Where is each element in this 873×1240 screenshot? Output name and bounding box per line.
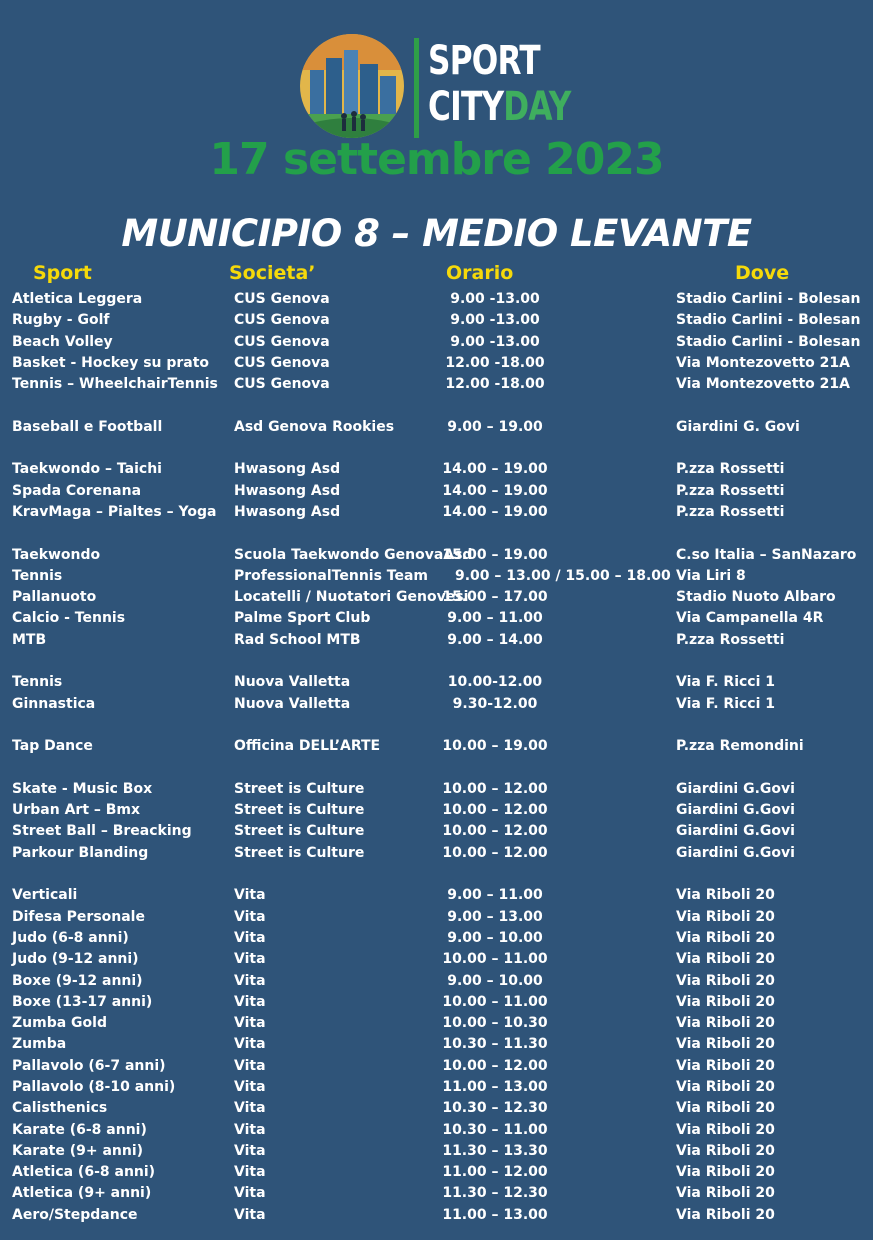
sport-cell: Boxe (9-12 anni) [12,972,143,989]
dove-cell: C.so Italia – SanNazaro [676,546,857,563]
societa-cell: Hwasong Asd [234,482,341,499]
row-spacer [0,523,873,544]
sport-cell: Spada Corenana [12,482,142,499]
orario-cell: 9.30-12.00 [452,695,538,712]
orario-cell: 9.00 – 11.00 [447,610,543,627]
orario-cell: 10.30 – 11.00 [442,1121,548,1138]
orario-cell: 10.00 – 12.00 [442,780,548,797]
dove-cell: Via Riboli 20 [676,1206,775,1223]
orario-cell: 10.00 – 12.00 [442,844,548,861]
societa-cell: Street is Culture [234,780,365,797]
dove-cell: Stadio Carlini - Bolesan [676,333,861,350]
sport-cell: Baseball e Football [12,418,163,435]
table-row [0,928,873,949]
dove-cell: Via Riboli 20 [676,1185,775,1202]
dove-cell: Via Riboli 20 [676,1015,775,1032]
orario-cell: 10.00 – 12.00 [442,823,548,840]
orario-cell: 14.00 – 19.00 [442,461,548,478]
table-row [0,332,873,353]
sport-cell: Calisthenics [12,1100,108,1117]
orario-cell: 15.00 – 17.00 [442,589,548,606]
table-row [0,289,873,310]
societa-cell: Vita [234,993,266,1010]
orario-cell: 9.00 -13.00 [450,312,540,329]
table-row [0,949,873,970]
sport-cell: Karate (6-8 anni) [12,1121,147,1138]
table-row [0,481,873,502]
logo-day: DAY [503,84,571,130]
sport-cell: Skate - Music Box [12,780,153,797]
row-spacer [0,715,873,736]
table-row [0,353,873,374]
row-spacer [0,438,873,459]
societa-cell: Nuova Valletta [234,695,351,712]
schedule-table [0,289,873,1226]
orario-cell: 10.00 – 12.00 [442,1057,548,1074]
societa-cell: Vita [234,908,266,925]
sport-cell: Beach Volley [12,333,113,350]
orario-cell: 9.00 – 11.00 [447,887,543,904]
sport-cell: Judo (9-12 anni) [12,951,139,968]
societa-cell: Nuova Valletta [234,674,351,691]
societa-cell: Vita [234,887,266,904]
sport-cell: Karate (9+ anni) [12,1142,144,1159]
dove-cell: Giardini G.Govi [676,844,795,861]
table-row [0,843,873,864]
societa-cell: ProfessionalTennis Team [234,567,429,584]
table-row [0,417,873,438]
orario-cell: 9.00 – 13.00 / 15.00 – 18.00 [455,567,671,584]
dove-cell: Giardini G. Govi [676,418,800,435]
orario-cell: 14.00 – 19.00 [442,503,548,520]
table-row [0,1077,873,1098]
orario-cell: 10.00 – 19.00 [442,738,548,755]
societa-cell: Vita [234,1015,266,1032]
societa-cell: Hwasong Asd [234,461,341,478]
societa-cell: CUS Genova [234,333,330,350]
societa-cell: CUS Genova [234,291,330,307]
orario-cell: 10.30 – 11.30 [442,1036,548,1053]
sport-cell: Ginnastica [12,695,96,712]
dove-cell: Giardini G.Govi [676,802,795,819]
header-dove: Dove [735,262,790,284]
dove-cell: P.zza Rossetti [676,503,785,520]
dove-cell: Giardini G.Govi [676,780,795,797]
table-row [0,779,873,800]
table-row [0,885,873,906]
logo-city: CITY [428,84,504,130]
sport-cell: Taekwondo – Taichi [12,461,162,478]
societa-cell: Vita [234,929,266,946]
societa-cell: Vita [234,972,266,989]
orario-cell: 9.00 – 10.00 [447,972,543,989]
sport-cell: Atletica (9+ anni) [12,1185,152,1202]
table-row [0,1034,873,1055]
header-orario: Orario [446,262,514,284]
sport-cell: Aero/Stepdance [12,1206,138,1223]
societa-cell: Street is Culture [234,823,365,840]
table-row [0,630,873,651]
dove-cell: Via Montezovetto 21A [676,376,850,393]
orario-cell: 9.00 – 19.00 [447,418,543,435]
societa-cell: Vita [234,951,266,968]
sport-cell: Basket - Hockey su prato [12,354,210,371]
dove-cell: Via Riboli 20 [676,929,775,946]
table-row [0,545,873,566]
table-row [0,1162,873,1183]
dove-cell: Via Riboli 20 [676,1036,775,1053]
orario-cell: 11.00 – 13.00 [442,1078,548,1095]
row-spacer [0,651,873,672]
societa-cell: Palme Sport Club [234,610,371,627]
sport-cell: Calcio - Tennis [12,610,126,627]
table-row [0,971,873,992]
societa-cell: Officina DELL’ARTE [234,738,381,755]
sport-cell: KravMaga – Pialtes – Yoga [12,503,217,520]
table-row [0,821,873,842]
orario-cell: 10.00-12.00 [447,674,543,691]
sport-cell: Difesa Personale [12,908,145,925]
sport-cell: Zumba [12,1036,67,1053]
sport-cell: Atletica (6-8 anni) [12,1164,156,1181]
societa-cell: CUS Genova [234,312,330,329]
orario-cell: 12.00 -18.00 [445,376,545,393]
dove-cell: P.zza Rossetti [676,482,785,499]
sport-cell: Parkour Blanding [12,844,149,861]
dove-cell: Stadio Nuoto Albaro [676,589,836,606]
societa-cell: Vita [234,1206,266,1223]
row-spacer [0,758,873,779]
orario-cell: 9.00 -13.00 [450,333,540,350]
sport-cell: Boxe (13-17 anni) [12,993,153,1010]
dove-cell: Via Liri 8 [676,567,746,584]
dove-cell: Via Riboli 20 [676,1142,775,1159]
table-row [0,672,873,693]
dove-cell: Giardini G.Govi [676,823,795,840]
orario-cell: 10.00 – 11.00 [442,951,548,968]
societa-cell: Vita [234,1121,266,1138]
societa-cell: Vita [234,1078,266,1095]
sport-cell: Judo (6-8 anni) [12,929,129,946]
dove-cell: Via Riboli 20 [676,1078,775,1095]
orario-cell: 10.30 – 12.30 [442,1100,548,1117]
societa-cell: Street is Culture [234,802,365,819]
event-date: 17 settembre 2023 [209,134,664,185]
sport-cell: Verticali [12,887,78,904]
societa-cell: CUS Genova [234,376,330,393]
societa-cell: Scuola Taekwondo GenovaAsd [234,546,473,563]
dove-cell: Via Riboli 20 [676,972,775,989]
table-row [0,736,873,757]
table-row [0,459,873,480]
dove-cell: Via Riboli 20 [676,1100,775,1117]
table-row [0,310,873,331]
table-row [0,1120,873,1141]
dove-cell: Via Riboli 20 [676,1164,775,1181]
orario-cell: 9.00 – 10.00 [447,929,543,946]
sport-cell: Taekwondo [12,546,101,563]
table-row [0,608,873,629]
page-title: MUNICIPIO 8 – MEDIO LEVANTE [121,212,752,255]
orario-cell: 9.00 -13.00 [450,291,540,307]
logo-divider [414,38,419,138]
orario-cell: 15.00 – 19.00 [442,546,548,563]
sport-cell: Pallanuoto [12,589,97,606]
table-row [0,587,873,608]
societa-cell: CUS Genova [234,354,330,371]
logo-wordmark [428,38,571,130]
sport-cell: Tennis [12,674,63,691]
sport-cell: Atletica Leggera [12,291,143,307]
orario-cell: 11.00 – 13.00 [442,1206,548,1223]
dove-cell: Via Riboli 20 [676,1121,775,1138]
header-sport: Sport [33,262,92,284]
table-row [0,694,873,715]
sport-cell: MTB [12,631,47,648]
table-row [0,566,873,587]
dove-cell: Via Riboli 20 [676,993,775,1010]
header-societa: Societa’ [229,262,316,284]
table-row [0,992,873,1013]
sport-cell: Tennis – WheelchairTennis [12,376,218,393]
dove-cell: Via F. Ricci 1 [676,695,775,712]
orario-cell: 12.00 -18.00 [445,354,545,371]
logo-line1: SPORT [428,38,540,84]
sport-cell: Street Ball – Breacking [12,823,192,840]
sport-cell: Urban Art – Bmx [12,802,141,819]
table-row [0,1183,873,1204]
dove-cell: Via Riboli 20 [676,951,775,968]
dove-cell: Via Riboli 20 [676,908,775,925]
dove-cell: Via F. Ricci 1 [676,674,775,691]
dove-cell: P.zza Remondini [676,738,804,755]
dove-cell: Via Montezovetto 21A [676,354,850,371]
societa-cell: Vita [234,1057,266,1074]
sport-cell: Pallavolo (8-10 anni) [12,1078,176,1095]
societa-cell: Vita [234,1036,266,1053]
sport-cell: Tap Dance [12,738,93,755]
dove-cell: P.zza Rossetti [676,461,785,478]
table-row [0,1141,873,1162]
dove-cell: P.zza Rossetti [676,631,785,648]
dove-cell: Via Riboli 20 [676,887,775,904]
row-spacer [0,864,873,885]
societa-cell: Street is Culture [234,844,365,861]
table-row [0,1098,873,1119]
table-row [0,374,873,395]
dove-cell: Stadio Carlini - Bolesan [676,291,861,307]
orario-cell: 11.30 – 13.30 [442,1142,548,1159]
orario-cell: 9.00 – 14.00 [447,631,543,648]
table-row [0,907,873,928]
societa-cell: Locatelli / Nuotatori Genovesi [234,589,469,606]
orario-cell: 11.30 – 12.30 [442,1185,548,1202]
societa-cell: Hwasong Asd [234,503,341,520]
table-row [0,800,873,821]
dove-cell: Via Campanella 4R [676,610,824,627]
orario-cell: 14.00 – 19.00 [442,482,548,499]
orario-cell: 10.00 – 10.30 [442,1015,548,1032]
societa-cell: Vita [234,1164,266,1181]
societa-cell: Vita [234,1100,266,1117]
dove-cell: Stadio Carlini - Bolesan [676,312,861,329]
societa-cell: Vita [234,1142,266,1159]
row-spacer [0,395,873,416]
sport-cell: Pallavolo (6-7 anni) [12,1057,166,1074]
table-row [0,1056,873,1077]
orario-cell: 10.00 – 12.00 [442,802,548,819]
dove-cell: Via Riboli 20 [676,1057,775,1074]
sport-cell: Rugby - Golf [12,312,110,329]
table-row [0,502,873,523]
societa-cell: Asd Genova Rookies [234,418,395,435]
sport-cell: Zumba Gold [12,1015,107,1032]
table-row [0,1205,873,1226]
orario-cell: 10.00 – 11.00 [442,993,548,1010]
orario-cell: 11.00 – 12.00 [442,1164,548,1181]
societa-cell: Rad School MTB [234,631,361,648]
societa-cell: Vita [234,1185,266,1202]
table-row [0,1013,873,1034]
sport-cell: Tennis [12,567,63,584]
orario-cell: 9.00 – 13.00 [447,908,543,925]
